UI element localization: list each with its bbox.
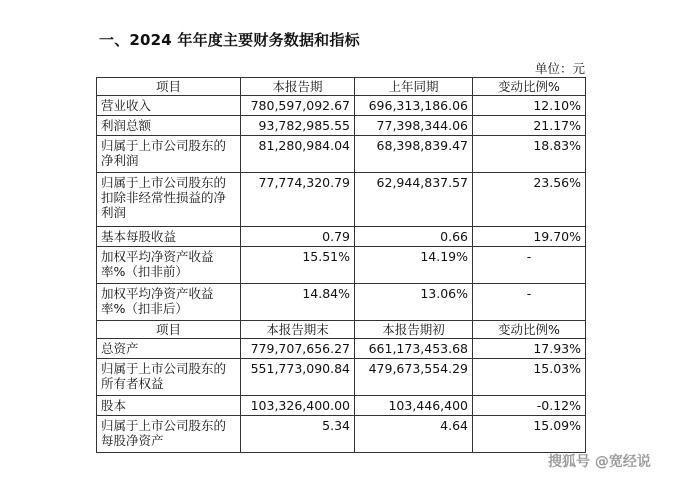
row-label: 加权平均净资产收益率%（扣非后）	[97, 284, 241, 321]
change-value: 17.93%	[473, 339, 586, 359]
change-value: 15.09%	[473, 416, 586, 453]
current-value: 77,774,320.79	[241, 173, 355, 227]
row-label: 加权平均净资产收益率%（扣非前）	[97, 247, 241, 284]
previous-value: 68,398,839.47	[355, 136, 473, 173]
change-value: -	[473, 284, 586, 321]
previous-value: 661,173,453.68	[355, 339, 473, 359]
table-row	[97, 284, 586, 321]
change-value: 19.70%	[473, 227, 586, 247]
previous-value: 4.64	[355, 416, 473, 453]
current-value: 103,326,400.00	[241, 396, 355, 416]
current-value: 551,773,090.84	[241, 359, 355, 396]
previous-value: 14.19%	[355, 247, 473, 284]
header-cell: 项目	[97, 321, 241, 339]
current-value: 14.84%	[241, 284, 355, 321]
row-label: 营业收入	[97, 96, 241, 116]
change-value: 12.10%	[473, 96, 586, 116]
unit-label: 单位：元	[535, 61, 586, 76]
table-row	[97, 396, 586, 416]
table-header-row	[97, 321, 586, 339]
table-row	[97, 227, 586, 247]
previous-value: 479,673,554.29	[355, 359, 473, 396]
table-row	[97, 247, 586, 284]
current-value: 5.34	[241, 416, 355, 453]
previous-value: 0.66	[355, 227, 473, 247]
row-label: 归属于上市公司股东的净利润	[97, 136, 241, 173]
table-row	[97, 96, 586, 116]
change-value: 23.56%	[473, 173, 586, 227]
header-cell: 本报告期	[241, 78, 355, 96]
current-value: 779,707,656.27	[241, 339, 355, 359]
change-value: 18.83%	[473, 136, 586, 173]
section-heading: 一、2024 年年度主要财务数据和指标	[99, 31, 360, 49]
current-value: 780,597,092.67	[241, 96, 355, 116]
change-value: -	[473, 247, 586, 284]
header-cell: 项目	[97, 78, 241, 96]
header-cell: 变动比例%	[473, 321, 586, 339]
change-value: -0.12%	[473, 396, 586, 416]
table-row	[97, 116, 586, 136]
header-cell: 本报告期末	[241, 321, 355, 339]
row-label: 利润总额	[97, 116, 241, 136]
row-label: 归属于上市公司股东的所有者权益	[97, 359, 241, 396]
previous-value: 696,313,186.06	[355, 96, 473, 116]
previous-value: 13.06%	[355, 284, 473, 321]
watermark-text: 搜狐号 @宽经说	[548, 454, 651, 470]
row-label: 归属于上市公司股东的扣除非经常性损益的净利润	[97, 173, 241, 227]
table-row	[97, 416, 586, 453]
header-cell: 变动比例%	[473, 78, 586, 96]
row-label: 股本	[97, 396, 241, 416]
table-row	[97, 359, 586, 396]
change-value: 21.17%	[473, 116, 586, 136]
table-row	[97, 339, 586, 359]
table-row	[97, 136, 586, 173]
current-value: 93,782,985.55	[241, 116, 355, 136]
current-value: 81,280,984.04	[241, 136, 355, 173]
current-value: 15.51%	[241, 247, 355, 284]
row-label: 归属于上市公司股东的每股净资产	[97, 416, 241, 453]
table-row	[97, 173, 586, 227]
previous-value: 62,944,837.57	[355, 173, 473, 227]
row-label: 总资产	[97, 339, 241, 359]
header-cell: 本报告期初	[355, 321, 473, 339]
previous-value: 77,398,344.06	[355, 116, 473, 136]
row-label: 基本每股收益	[97, 227, 241, 247]
header-cell: 上年同期	[355, 78, 473, 96]
previous-value: 103,446,400	[355, 396, 473, 416]
change-value: 15.03%	[473, 359, 586, 396]
table-header-row	[97, 78, 586, 96]
current-value: 0.79	[241, 227, 355, 247]
financial-data-table	[96, 77, 586, 453]
